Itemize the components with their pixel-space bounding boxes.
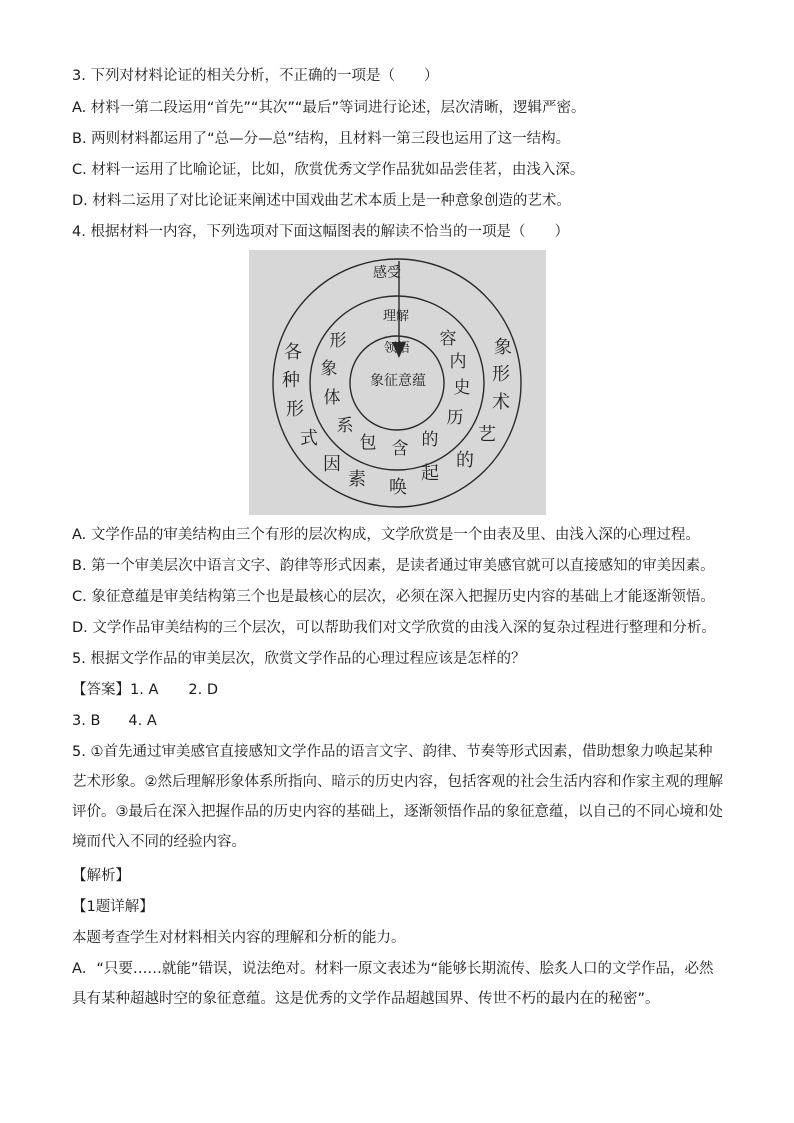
- outer-char: 术: [492, 392, 510, 413]
- outer-char: 式: [300, 428, 318, 449]
- outer-char: 形: [286, 399, 304, 420]
- outer-char: 唤: [389, 477, 407, 498]
- q4-stem: 4. 根据材料一内容，下列选项对下面这幅图表的解读不恰当的一项是（ ）: [72, 224, 569, 240]
- analysis-intro: 本题考查学生对材料相关内容的理解和分析的能力。: [72, 930, 406, 946]
- q3-option-b: B. 两则材料都运用了“总—分—总”结构，且材料一第三段也运用了这一结构。: [72, 131, 571, 147]
- concentric-circles-diagram: [249, 250, 546, 515]
- q4-option-a: A. 文学作品的审美结构由三个有形的层次构成，文学欣赏是一个由表及里、由浅入深的心理过程。: [72, 527, 700, 543]
- q3-option-d: D. 材料二运用了对比论证来阐述中国戏曲艺术本质上是一种意象创造的艺术。: [72, 193, 571, 209]
- analysis-section-1: 【1题详解】: [72, 899, 154, 915]
- q3-stem: 3. 下列对材料论证的相关分析，不正确的一项是（ ）: [72, 68, 439, 84]
- answer-4: 4. A: [128, 713, 157, 729]
- middle-char: 容: [439, 329, 457, 349]
- middle-char: 含: [391, 439, 409, 459]
- arrow-label-comprehend: 领悟: [383, 341, 411, 356]
- q4-option-c: C. 象征意蕴是审美结构第三个也是最核心的层次，必须在深入把握历史内容的基础上才能逐渐领悟。: [72, 589, 715, 605]
- q4-option-b: B. 第一个审美层次中语言文字、韵律等形式因素，是读者通过审美感官就可以直接感知的审美因素。: [72, 558, 715, 574]
- arrow-label-feel: 感受: [373, 265, 401, 281]
- middle-char: 体: [323, 388, 341, 408]
- analysis-item-a: A．“只要……就能”错误，说法绝对。材料一原文表述为“能够长期流传、脍炙人口的文学作品，必然具有某种超越时空的象征意蕴。这是优秀的文学作品超越国界、传世不朽的最内在的秘密”。: [72, 961, 714, 1007]
- outer-char: 的: [456, 450, 474, 471]
- q3-option-c: C. 材料一运用了比喻论证，比如，欣赏优秀文学作品犹如品尝佳茗，由浅入深。: [72, 162, 585, 178]
- outer-char: 象: [494, 337, 512, 358]
- middle-char: 历: [446, 408, 464, 428]
- analysis-label: 【解析】: [72, 868, 130, 884]
- outer-char: 艺: [478, 424, 496, 445]
- center-label: 象征意蕴: [370, 373, 426, 389]
- middle-char: 史: [453, 378, 471, 398]
- q4-option-d: D. 文学作品审美结构的三个层次，可以帮助我们对文学欣赏的由浅入深的复杂过程进行整理和分析。: [72, 620, 716, 636]
- outer-char: 形: [492, 364, 510, 385]
- outer-char: 起: [421, 463, 439, 484]
- middle-char: 形: [329, 331, 347, 351]
- answer-3: 3. B: [72, 713, 101, 729]
- outer-char: 种: [282, 370, 300, 391]
- answer-label: 【答案】: [72, 682, 130, 698]
- middle-char: 象: [320, 359, 338, 379]
- arrow-label-understand: 理解: [382, 309, 410, 324]
- middle-char: 包: [359, 433, 377, 453]
- answer-5: 5. ①首先通过审美感官直接感知文学作品的语言文字、韵律、节奏等形式因素，借助想象力唤起某种艺术形象。②然后理解形象体系所指向、暗示的历史内容，包括客观的社会生活内容和作家主观的理解评价。③最后在深入把握作品的历史内容的基础上，逐渐领悟作品的象征意蕴，以自己的不同心境和处境而代入不同的经验内容。: [72, 744, 723, 850]
- outer-char: 素: [348, 469, 366, 490]
- aesthetic-structure-figure: [249, 250, 546, 515]
- middle-char: 的: [421, 430, 439, 450]
- answer-2: 2. D: [188, 682, 218, 698]
- middle-char: 内: [449, 352, 467, 372]
- middle-char: 系: [336, 416, 354, 436]
- q3-option-a: A. 材料一第二段运用“首先”“其次”“最后”等词进行论述，层次清晰，逻辑严密。: [72, 100, 586, 116]
- q5-stem: 5. 根据文学作品的审美层次，欣赏文学作品的心理过程应该是怎样的？: [72, 651, 526, 667]
- outer-char: 各: [284, 342, 302, 363]
- answer-1: 1. A: [130, 682, 159, 698]
- outer-char: 因: [323, 454, 341, 475]
